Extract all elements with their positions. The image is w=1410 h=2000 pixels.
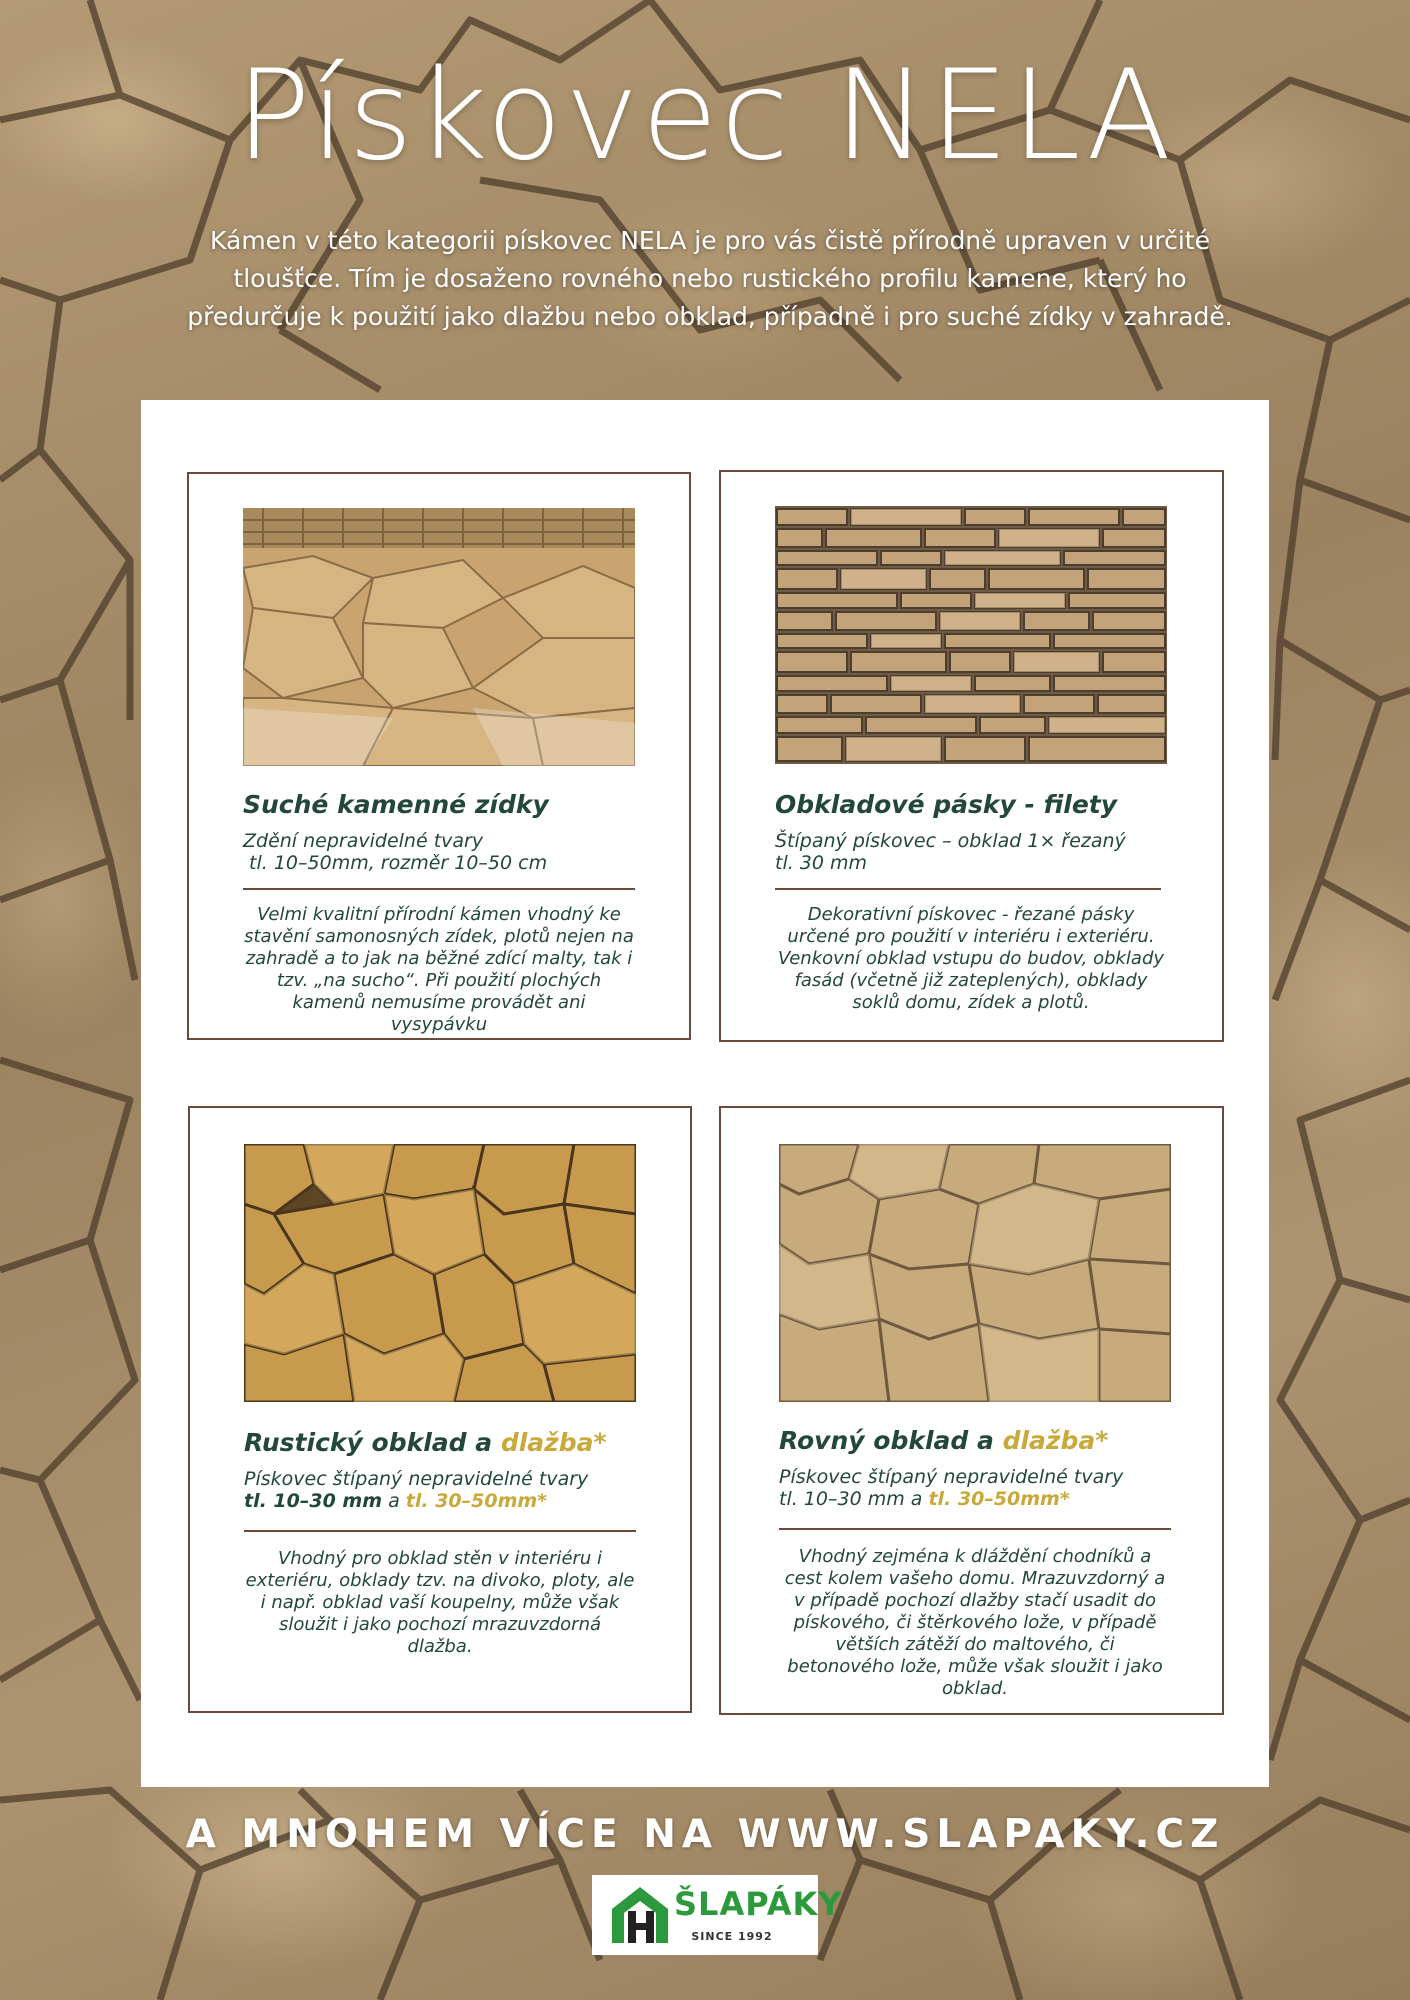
card-title-accent: dlažba*	[1002, 1426, 1109, 1455]
website-link-text: A MNOHEM VÍCE NA WWW.SLAPAKY.CZ	[185, 1812, 1225, 1857]
card-title-main: Rustický obklad a	[244, 1428, 501, 1457]
card-subtitle-line2: tl. 10–50mm, rozměr 10–50 cm	[243, 852, 548, 874]
card-title	[244, 1428, 607, 1457]
card-subtitle-line1: Zdění nepravidelné tvary	[243, 830, 484, 852]
card-subtitle	[243, 830, 547, 874]
card-divider	[244, 1530, 636, 1532]
card-subtitle-thickness-plain: tl. 10–30 mm a	[779, 1488, 929, 1510]
card-description: Vhodný pro obklad stěn v interiéru i exteriéru, obklady tzv. na divoko, ploty, ale i např. obklad vaší koupelny, může však sloužit i jako pochozí mrazuvzdorná dlažba.	[245, 1548, 635, 1657]
card-title-main: Rovný obklad a	[779, 1426, 1003, 1455]
card-title: Suché kamenné zídky	[243, 790, 549, 819]
intro-text: Kámen v této kategorii pískovec NELA je pro vás čistě přírodně upraven v určité tloušťce. Tím je dosaženo rovného nebo rustického profilu kamene, který ho předurčuje k použití jako dlažbu nebo obklad, případně i pro suché zídky v zahradě.	[187, 226, 1233, 331]
photo-flat-flagstone-surface	[779, 1144, 1171, 1402]
card-subtitle	[244, 1468, 588, 1512]
card-flat-cladding	[719, 1106, 1224, 1715]
card-subtitle-thickness-accent: tl. 30–50mm*	[405, 1490, 548, 1512]
card-description: Dekorativní pískovec - řezané pásky určené pro použití v interiéru i exteriéru. Venkovní obklad vstupu do budov, obklady fasád (včetně již zateplených), obklady soklů domu, zídek a plotů.	[777, 904, 1165, 1013]
card-subtitle	[779, 1466, 1123, 1510]
page-title: Pískovec NELA	[235, 44, 1175, 188]
card-divider	[243, 888, 635, 890]
card-subtitle-and: a	[382, 1490, 406, 1512]
card-divider	[779, 1528, 1171, 1530]
card-subtitle-thickness-bold: tl. 10–30 mm	[244, 1490, 383, 1512]
card-subtitle-line2: tl. 30 mm	[775, 852, 868, 874]
card-dry-stone-walls	[187, 472, 691, 1040]
photo-stacked-flagstone-pallets	[243, 508, 635, 766]
card-subtitle-line1: Pískovec štípaný nepravidelné tvary	[244, 1468, 589, 1490]
card-description: Vhodný zejména k dláždění chodníků a cest kolem vašeho domu. Mrazuvzdorný a v případě pochozí dlažby stačí usadit do pískového, či štěrkového lože, v případě větších zátěží do maltového, či betonového lože, může však sloužit i jako obklad.	[784, 1546, 1166, 1699]
card-subtitle-line1: Štípaný pískovec – obklad 1× řezaný	[775, 830, 1126, 852]
card-divider	[775, 888, 1161, 890]
card-title: Obkladové pásky - filety	[775, 790, 1118, 819]
logo-since: SINCE 1992	[691, 1930, 773, 1943]
card-facing-strips	[719, 470, 1224, 1042]
card-subtitle-line1: Pískovec štípaný nepravidelné tvary	[779, 1466, 1124, 1488]
content-panel	[141, 400, 1269, 1787]
photo-stone-strip-wall	[775, 506, 1167, 764]
card-subtitle	[775, 830, 1126, 874]
company-logo	[592, 1875, 843, 1955]
card-title	[779, 1426, 1108, 1455]
card-title-accent: dlažba*	[500, 1428, 607, 1457]
logo-brand-name: ŠLAPÁKY	[674, 1885, 843, 1923]
photo-rustic-stone-wall	[244, 1144, 636, 1402]
card-subtitle-thickness-accent: tl. 30–50mm*	[928, 1488, 1070, 1510]
card-description: Velmi kvalitní přírodní kámen vhodný ke stavění samonosných zídek, plotů nejen na zahradě a to jak na běžné zdící malty, tak i tzv. „na sucho“. Při použití plochých kamenů nemusíme provádět ani vysypávku	[244, 904, 634, 1035]
card-rustic-cladding	[188, 1106, 692, 1713]
